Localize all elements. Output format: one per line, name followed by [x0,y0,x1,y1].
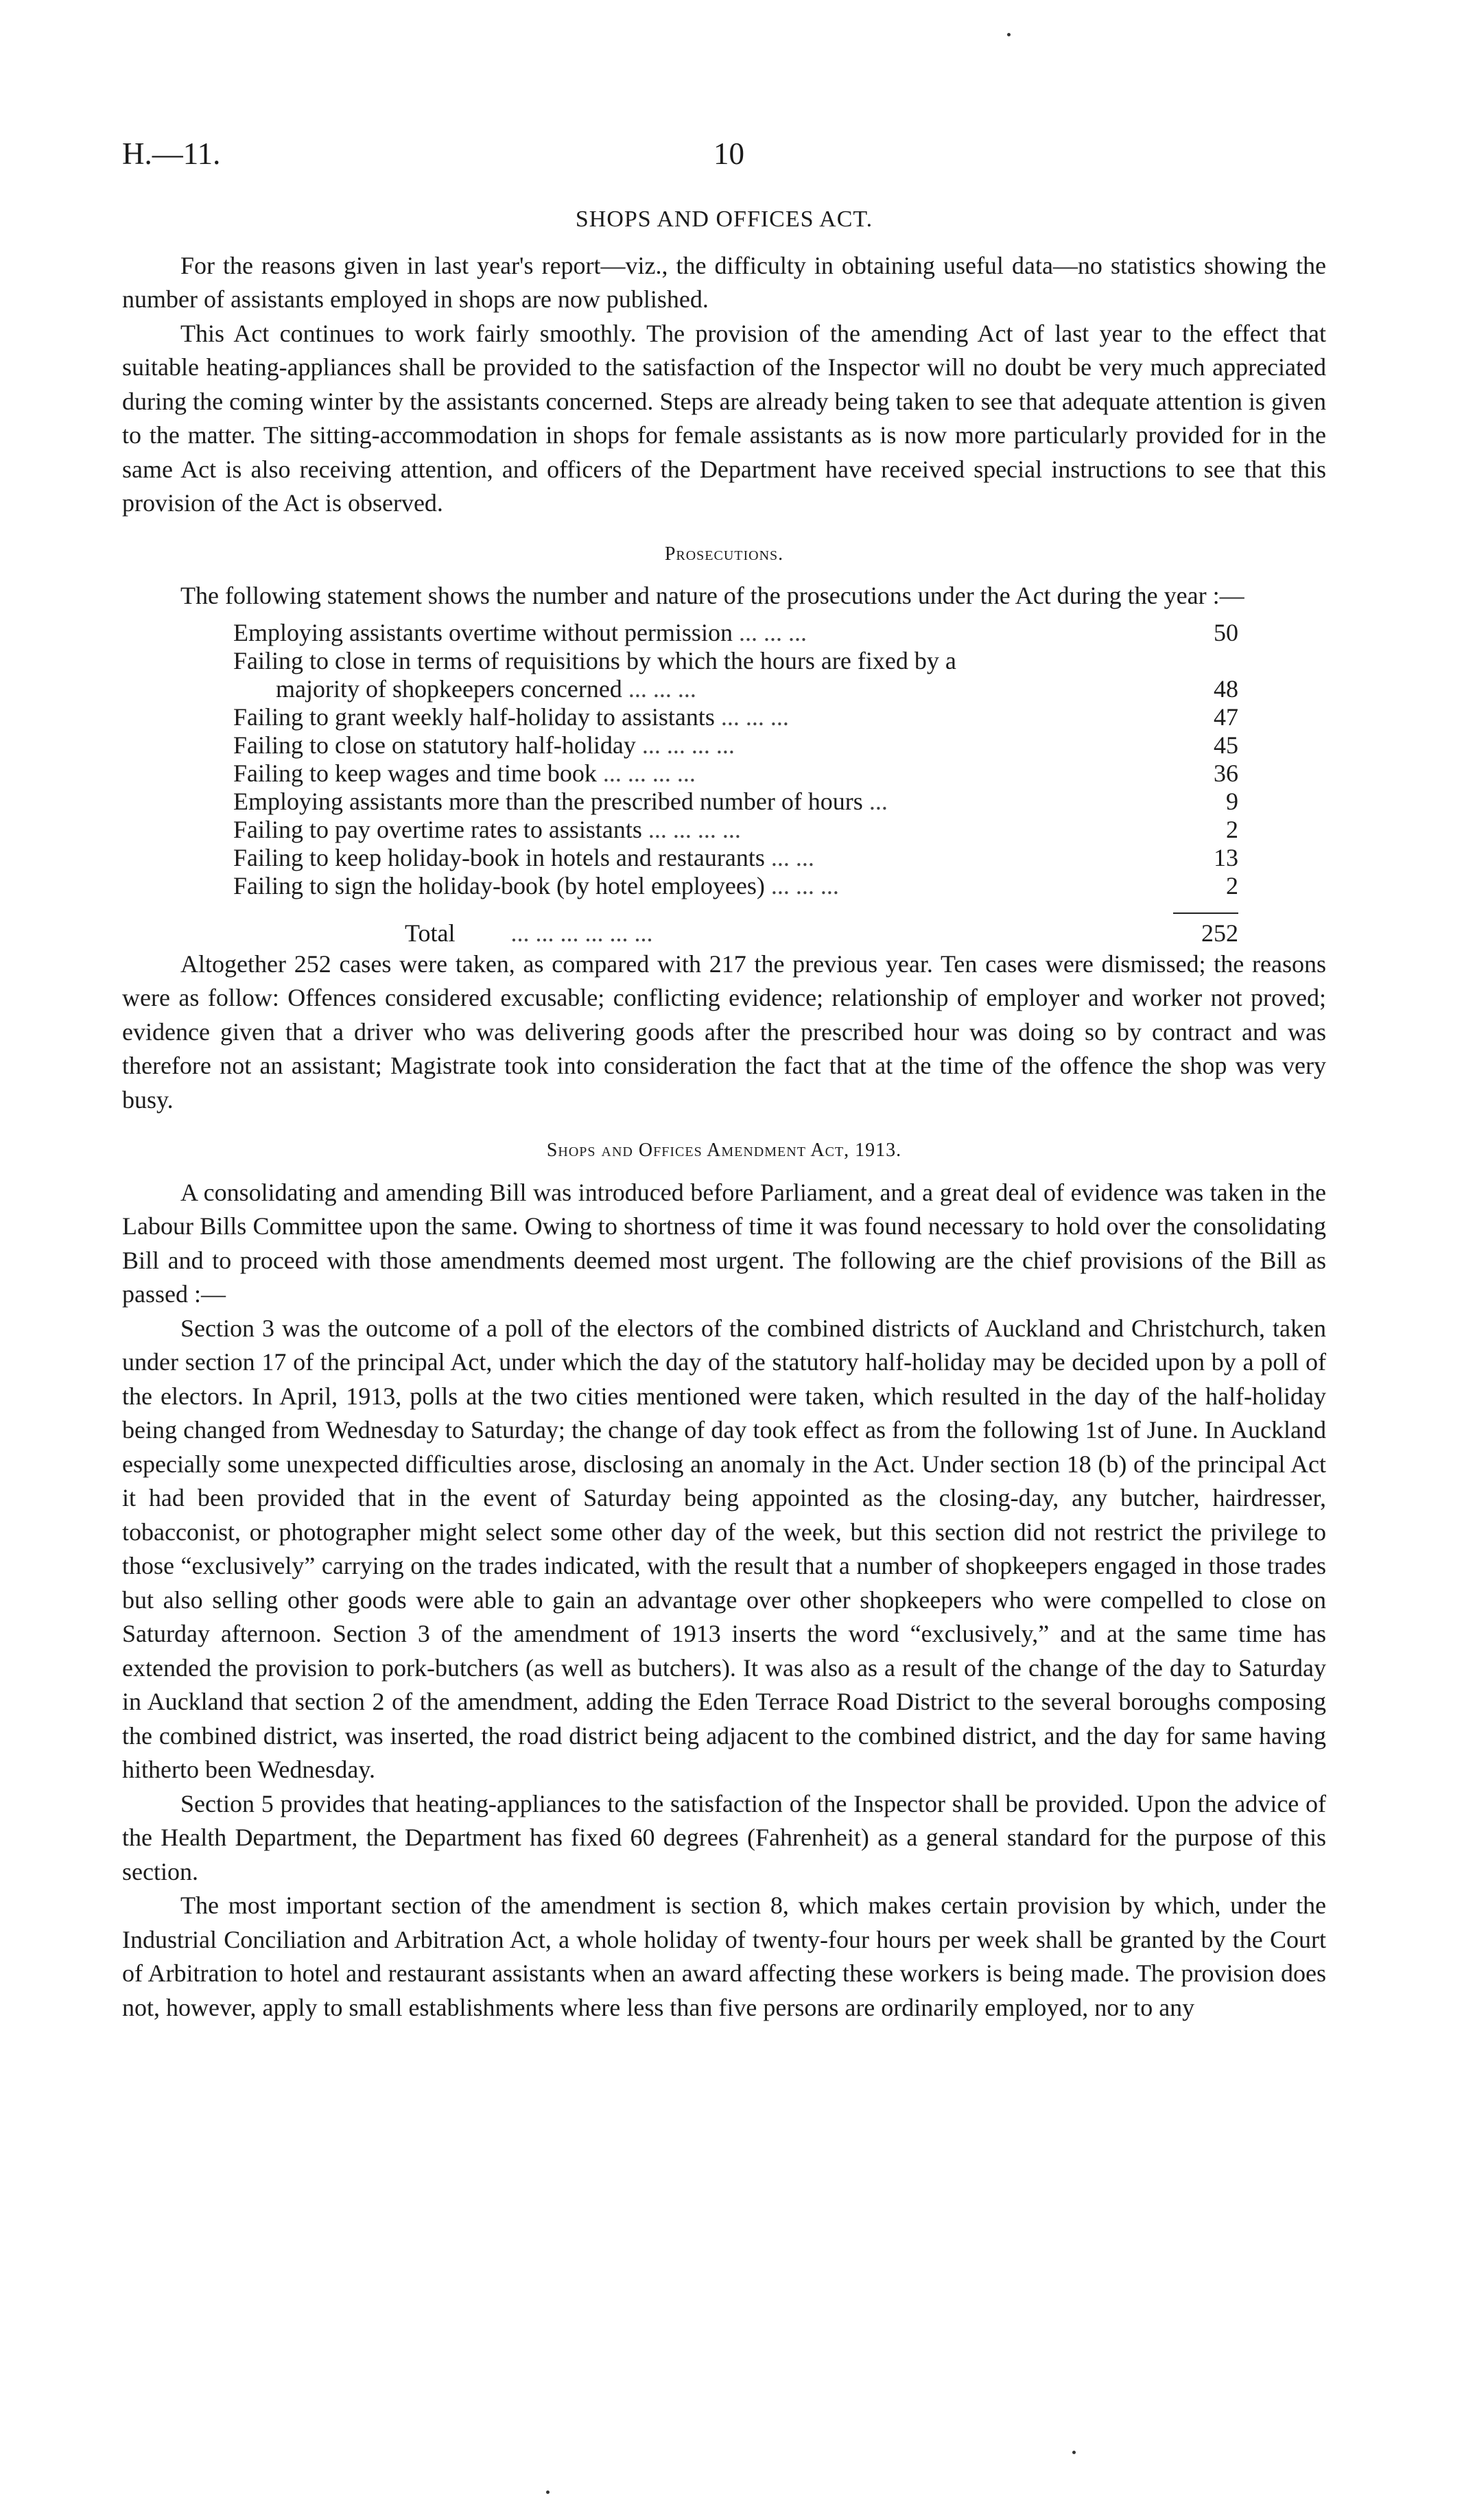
table-row [233,675,1238,703]
leader-dots: ... ... ... ... [648,815,741,843]
table-row [233,703,1238,731]
offence-label: Failing to sign the holiday-book (by hotel employees) [233,871,765,899]
offence-label: Failing to pay overtime rates to assistants [233,815,642,843]
offence-count: 45 [1214,731,1238,759]
paragraph: For the reasons given in last year's report—viz., the difficulty in obtaining useful data—no statistics showing the number of assistants employed in shops are now published. [122,251,1326,313]
offence-count: 2 [1226,871,1238,899]
leader-dots: ... ... ... ... [641,731,735,759]
offence-label: Employing assistants overtime without permission [233,618,733,646]
scan-speck [546,2490,550,2494]
leader-dots: ... [869,787,888,815]
prosecutions-table [233,619,1238,947]
table-row [233,759,1238,788]
paragraph: The most important section of the amendment is section 8, which makes certain provision by which, under the Industrial Conciliation and Arbitration Act, a whole holiday of twenty-four hours per week shall be granted by the Court of Arbitration to hotel and restaurant assistants when an award affecting these workers is being made. The provision does not, however, apply to small establishments where less than five persons are ordinarily employed, nor to any [122,1892,1326,2021]
table-row [233,788,1238,816]
document-reference: H.—11. [122,137,221,171]
leader-dots: ... ... ... [720,703,789,731]
table-row [233,619,1238,647]
total-label: Total [405,919,456,947]
offence-count: 13 [1214,843,1238,871]
table-row [233,872,1238,900]
scan-speck [1072,2451,1076,2454]
section-title-amendment-act: Shops and Offices Amendment Act, 1913. [546,1140,902,1161]
leader-dots: ... ... [770,843,814,871]
offence-label: Failing to grant weekly half-holiday to assistants [233,703,715,731]
offence-count: 47 [1214,703,1238,731]
total-count: 252 [1201,919,1238,947]
offence-label: Failing to close in terms of requisitions by which the hours are fixed by a [233,646,956,674]
section-title-prosecutions: Prosecutions. [664,543,784,565]
leader-dots: ... ... ... [628,674,696,703]
scan-speck [1007,33,1011,36]
offence-label: Employing assistants more than the prescribed number of hours [233,787,863,815]
page-number: 10 [713,137,744,171]
table-row [233,647,1238,675]
offence-count: 2 [1226,815,1238,843]
offence-count: 50 [1214,618,1238,646]
offence-count: 48 [1214,674,1238,703]
leader-dots: ... ... ... ... ... ... [510,919,653,947]
leader-dots: ... ... ... [770,871,839,899]
section-title-shops-and-offices-act: SHOPS AND OFFICES ACT. [575,207,873,232]
offence-label: Failing to keep wages and time book [233,759,597,787]
offence-label: majority of shopkeepers concerned [276,674,622,703]
offence-count [1173,647,1238,675]
table-row [233,844,1238,872]
table-row [233,816,1238,844]
paragraph: Section 3 was the outcome of a poll of the electors of the combined districts of Auckland and Christchurch, taken under section 17 of the principal Act, under which the day of the statutory half-holiday may be decided upon by a poll of the electors. In April, 1913, polls at the two cities mentioned were taken, which resulted in the day of the half-holiday being changed from Wednesday to Saturday; the change of day took effect as from the following 1st of June. In Auckland especially some unexpected difficulties arose, disclosing an anomaly in the Act. Under section 18 (b) of the principal Act it had been provided that in the event of Saturday being appointed as the closing-day, any butcher, hairdresser, tobacconist, or photographer might select some other day of the week, but this section did not restrict the privilege to those “exclusively” carrying on the trades indicated, with the result that a number of shopkeepers engaged in those trades but also selling other goods were able to gain an advantage over other shopkeepers who were compelled to close on Saturday afternoon. Section 3 of the amendment of 1913 inserts the word “exclusively,” and at the same time has extended the provision to pork-butchers (as well as butchers). It was also as a result of the change of the day to Saturday in Auckland that section 2 of the amendment, adding the Eden Terrace Road District to the several boroughs composing the combined district, was inserted, the road district being adjacent to the combined district, and the day for same having hitherto been Wednesday. [122,1314,1326,1783]
table-row [233,731,1238,759]
offence-count: 36 [1214,759,1238,787]
offence-label: Failing to close on statutory half-holiday [233,731,636,759]
prosecutions-intro: The following statement shows the number and nature of the prosecutions under the Act during the year :— [180,582,1244,609]
prosecutions-summary: Altogether 252 cases were taken, as compared with 217 the previous year. Ten cases were dismissed; the reasons were as follow: Offences considered excusable; conflicting evidence; relationship of employer and worker not proved; evidence given that a driver who was delivering goods after the prescribed hour was doing so by contract and was therefore not an assistant; Magistrate took into consideration the fact that at the time of the offence the shop was very busy. [122,950,1326,1114]
offence-count: 9 [1226,787,1238,815]
leader-dots: ... ... ... [738,618,807,646]
offence-label: Failing to keep holiday-book in hotels and restaurants [233,843,765,871]
paragraph: A consolidating and amending Bill was introduced before Parliament, and a great deal of evidence was taken in the Labour Bills Committee upon the same. Owing to shortness of time it was found necessary to hold over the consolidating Bill and to proceed with those amendments deemed most urgent. The following are the chief provisions of the Bill as passed :— [122,1178,1326,1308]
page-header [122,136,1330,184]
leader-dots: ... ... ... ... [602,759,696,787]
page-body [122,202,1326,2025]
total-rule [233,900,1238,913]
paragraph: Section 5 provides that heating-appliances to the satisfaction of the Inspector shall be provided. Upon the advice of the Health Department, the Department has fixed 60 degrees (Fahrenheit) as a general standard for the purpose of this section. [122,1789,1326,1885]
total-row [233,913,1238,947]
paragraph: This Act continues to work fairly smoothly. The provision of the amending Act of last year to the effect that suitable heating-appliances shall be provided to the satisfaction of the Inspector will no doubt be very much appreciated during the coming winter by the assistants concerned. Steps are already being taken to see that adequate attention is given to the matter. The sitting-accommodation in shops for female assistants as is now more particularly provided for in the same Act is also receiving attention, and officers of the Department have received special instructions to see that this provision of the Act is observed. [122,319,1326,517]
